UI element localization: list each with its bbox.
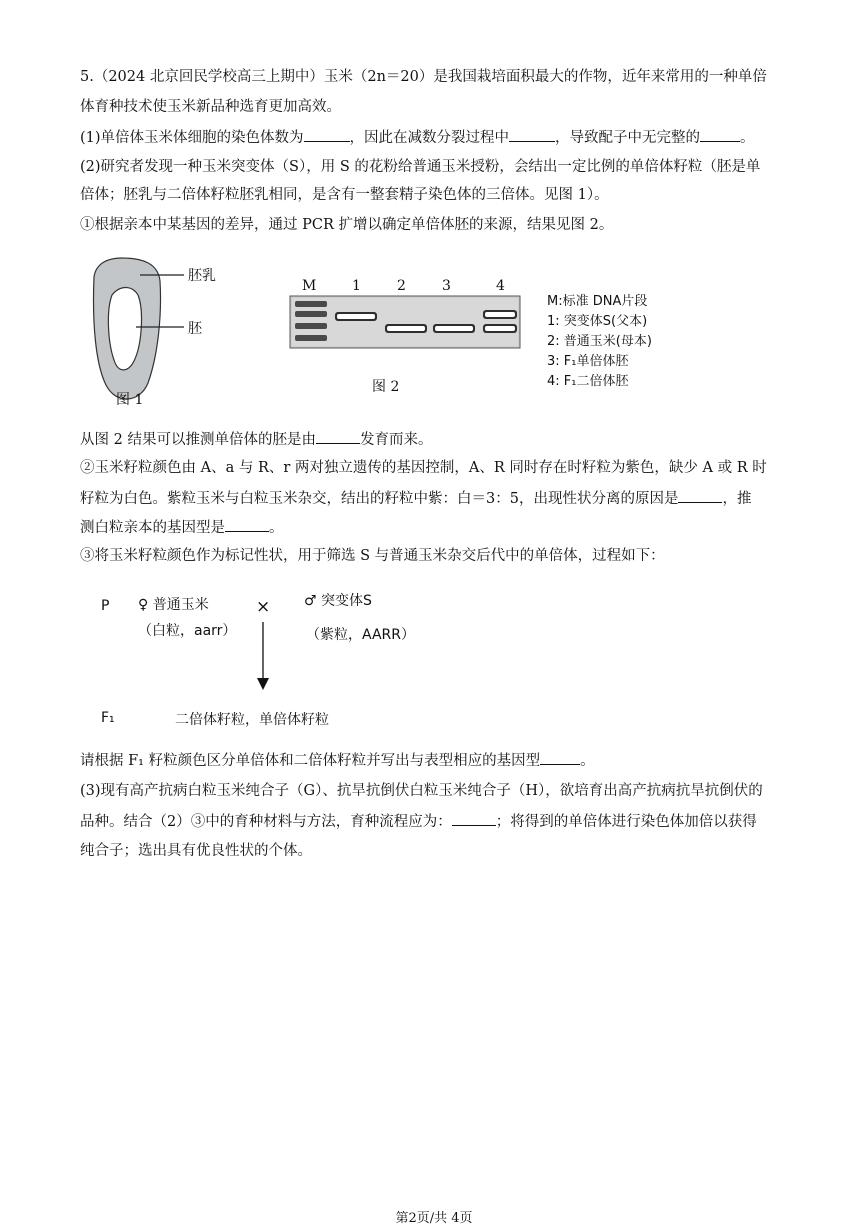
infer-line: 从图 2 结果可以推测单倍体的胚是由 发育而来。 bbox=[80, 429, 432, 450]
page-footer: 第2页/共 4页 bbox=[395, 1211, 473, 1226]
lane-label-4: 4 bbox=[496, 278, 505, 294]
legend-3: 3: F₁单倍体胚 bbox=[547, 354, 629, 369]
lane-label-1: 1 bbox=[352, 278, 361, 294]
band-M-2 bbox=[295, 311, 327, 317]
cross-P: P bbox=[101, 598, 110, 614]
q2-sub2-line-3: 测白粒亲本的基因型是 。 bbox=[80, 517, 284, 538]
answer-blank[interactable] bbox=[700, 127, 740, 142]
figure-2-caption: 图 2 bbox=[372, 379, 400, 395]
cross-times: × bbox=[256, 597, 271, 617]
gel-electrophoresis bbox=[289, 295, 529, 351]
legend-M: M:标准 DNA片段 bbox=[547, 294, 648, 309]
answer-blank[interactable] bbox=[509, 127, 555, 142]
q3-line-1: (3)现有高产抗病白粒玉米纯合子（G）、抗旱抗倒伏白粒玉米纯合子（H），欲培育出高产抗病抗旱抗倒伏的 bbox=[80, 783, 763, 799]
q3-line-3: 纯合子；选出具有优良性状的个体。 bbox=[80, 843, 312, 859]
cross-male: ♂ 突变体S bbox=[304, 593, 372, 609]
q2-sub2-line-2: 籽粒为白色。紫粒玉米与白粒玉米杂交，结出的籽粒中紫：白＝3：5，出现性状分离的原因是 ，推 bbox=[80, 488, 751, 509]
cross-male-phenotype: （紫粒，AARR） bbox=[306, 627, 415, 643]
cross-F1: F₁ bbox=[101, 710, 115, 726]
band-M-3 bbox=[295, 323, 327, 329]
answer-blank[interactable] bbox=[316, 429, 360, 444]
figure-1-caption: 图 1 bbox=[116, 392, 144, 408]
q1-line: (1)单倍体玉米体细胞的染色体数为 ，因此在减数分裂过程中 ，导致配子中无完整的 。 bbox=[80, 127, 755, 148]
lane-label-3: 3 bbox=[442, 278, 451, 294]
answer-blank[interactable] bbox=[225, 517, 269, 532]
q2-line-2: 倍体；胚乳与二倍体籽粒胚乳相同，是含有一整套精子染色体的三倍体。见图 1）。 bbox=[80, 187, 609, 203]
cross-female: ♀ 普通玉米 bbox=[138, 597, 209, 613]
q2-sub3: ③将玉米籽粒颜色作为标记性状，用于筛选 S 与普通玉米杂交后代中的单倍体，过程如下： bbox=[80, 548, 665, 564]
q2-sub1: ①根据亲本中某基因的差异，通过 PCR 扩增以确定单倍体胚的来源，结果见图 2。 bbox=[80, 217, 614, 233]
band-M-4 bbox=[295, 335, 327, 341]
band-M-1 bbox=[295, 301, 327, 307]
cross-offspring: 二倍体籽粒，单倍体籽粒 bbox=[175, 712, 329, 728]
answer-blank[interactable] bbox=[304, 127, 350, 142]
lane-label-M: M bbox=[302, 278, 317, 294]
cross-female-phenotype: （白粒，aarr） bbox=[138, 623, 237, 639]
legend-2: 2: 普通玉米(母本) bbox=[547, 334, 652, 349]
answer-blank[interactable] bbox=[678, 488, 722, 503]
q3-line-2: 品种。结合（2）③中的育种材料与方法，育种流程应为： ；将得到的单倍体进行染色体加倍以获得 bbox=[80, 811, 757, 832]
legend-1: 1: 突变体S(父本) bbox=[547, 314, 648, 329]
answer-blank[interactable] bbox=[452, 811, 496, 826]
q2-line-1: (2)研究者发现一种玉米突变体（S），用 S 的花粉给普通玉米授粉，会结出一定比例的单倍体籽粒（胚是单 bbox=[80, 159, 761, 175]
legend-4: 4: F₁二倍体胚 bbox=[547, 374, 629, 389]
label-embryo: 胚 bbox=[188, 321, 202, 337]
lane-label-2: 2 bbox=[397, 278, 406, 294]
label-endosperm: 胚乳 bbox=[188, 268, 216, 284]
cross-arrow bbox=[256, 622, 270, 692]
genotype-request: 请根据 F₁ 籽粒颜色区分单倍体和二倍体籽粒并写出与表型相应的基因型 。 bbox=[80, 750, 595, 771]
answer-blank[interactable] bbox=[540, 750, 580, 765]
question-header: 5.（2024 北京回民学校高三上期中）玉米（2n＝20）是我国栽培面积最大的作物，近年来常用的一种单倍 bbox=[80, 69, 767, 85]
q2-sub2-line-1: ②玉米籽粒颜色由 A、a 与 R、r 两对独立遗传的基因控制，A、R 同时存在时籽粒为紫色，缺少 A 或 R 时 bbox=[80, 460, 767, 476]
question-intro: 体育种技术使玉米新品种选育更加高效。 bbox=[80, 99, 341, 115]
